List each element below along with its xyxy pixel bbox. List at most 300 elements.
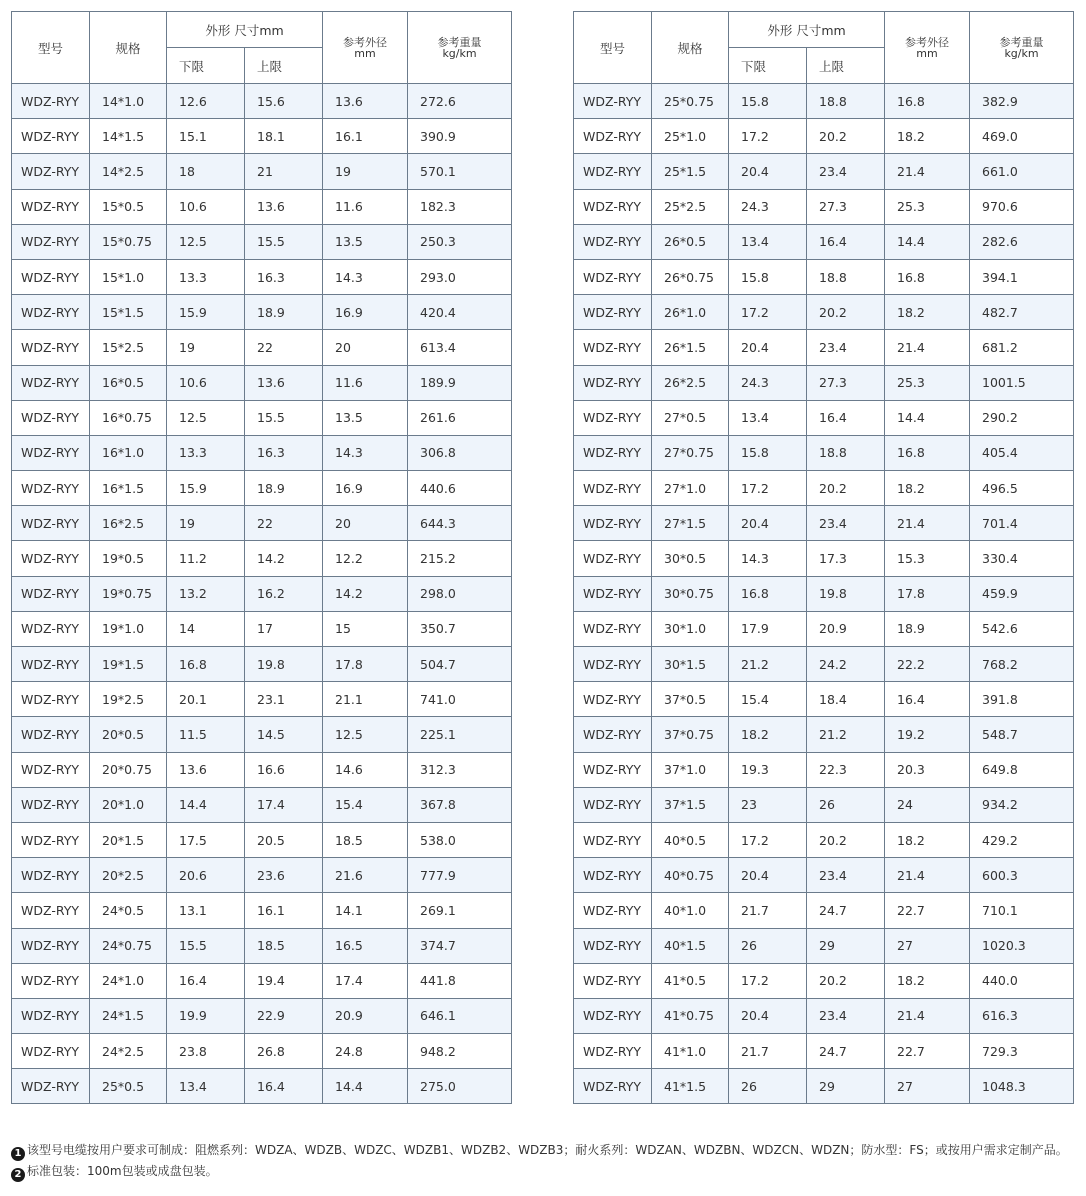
- cell-ref-weight: 350.7: [408, 611, 512, 646]
- table-row: [12, 119, 512, 154]
- table-row: [12, 1034, 512, 1069]
- cell-spec: 26*0.5: [652, 224, 729, 259]
- cell-ref-od: 11.6: [323, 365, 408, 400]
- cell-spec: 19*1.5: [90, 647, 167, 682]
- header-outer-dimension: 外形 尺寸mm: [729, 12, 885, 48]
- cell-model: WDZ-RYY: [12, 576, 90, 611]
- header-ref-od-unit: mm: [916, 46, 938, 60]
- cell-ref-weight: 600.3: [970, 858, 1074, 893]
- cell-spec: 27*1.0: [652, 471, 729, 506]
- cell-ref-weight: 298.0: [408, 576, 512, 611]
- cell-lower: 11.5: [167, 717, 245, 752]
- cell-spec: 41*0.75: [652, 998, 729, 1033]
- cell-lower: 17.2: [729, 471, 807, 506]
- cell-ref-weight: 741.0: [408, 682, 512, 717]
- cell-model: WDZ-RYY: [12, 1034, 90, 1069]
- cell-upper: 16.4: [807, 400, 885, 435]
- table-row: [12, 224, 512, 259]
- header-ref-weight-unit: kg/km: [442, 46, 477, 60]
- cell-lower: 15.9: [167, 471, 245, 506]
- cell-lower: 14.4: [167, 787, 245, 822]
- cell-ref-od: 16.1: [323, 119, 408, 154]
- cell-upper: 17.4: [245, 787, 323, 822]
- cell-lower: 16.8: [167, 647, 245, 682]
- cell-spec: 25*0.75: [652, 84, 729, 119]
- cell-model: WDZ-RYY: [574, 295, 652, 330]
- table-row: [574, 506, 1074, 541]
- cell-ref-weight: 538.0: [408, 822, 512, 857]
- table-row: [574, 1034, 1074, 1069]
- cell-spec: 25*2.5: [652, 189, 729, 224]
- cell-upper: 22: [245, 506, 323, 541]
- table-row: [12, 893, 512, 928]
- cell-ref-weight: 469.0: [970, 119, 1074, 154]
- table-row: [12, 963, 512, 998]
- table-row: [12, 998, 512, 1033]
- cell-model: WDZ-RYY: [12, 998, 90, 1033]
- cell-model: WDZ-RYY: [12, 787, 90, 822]
- table-row: [574, 330, 1074, 365]
- cell-model: WDZ-RYY: [574, 84, 652, 119]
- cell-model: WDZ-RYY: [574, 963, 652, 998]
- cell-ref-weight: 293.0: [408, 259, 512, 294]
- cell-model: WDZ-RYY: [12, 84, 90, 119]
- cell-lower: 14.3: [729, 541, 807, 576]
- cell-ref-weight: 613.4: [408, 330, 512, 365]
- cell-upper: 23.4: [807, 998, 885, 1033]
- table-row: [12, 295, 512, 330]
- cell-lower: 15.1: [167, 119, 245, 154]
- cell-upper: 23.4: [807, 506, 885, 541]
- cell-ref-od: 25.3: [885, 365, 970, 400]
- cell-model: WDZ-RYY: [12, 330, 90, 365]
- cell-ref-weight: 681.2: [970, 330, 1074, 365]
- table-row: [574, 822, 1074, 857]
- cell-model: WDZ-RYY: [12, 963, 90, 998]
- cell-lower: 17.2: [729, 963, 807, 998]
- table-row: [12, 365, 512, 400]
- cell-spec: 37*1.0: [652, 752, 729, 787]
- cell-model: WDZ-RYY: [12, 259, 90, 294]
- cell-spec: 16*0.5: [90, 365, 167, 400]
- cell-ref-od: 17.4: [323, 963, 408, 998]
- table-row: [12, 84, 512, 119]
- table-row: [574, 893, 1074, 928]
- cell-upper: 19.8: [245, 647, 323, 682]
- cell-model: WDZ-RYY: [12, 858, 90, 893]
- cell-ref-weight: 215.2: [408, 541, 512, 576]
- cell-spec: 15*2.5: [90, 330, 167, 365]
- cell-upper: 16.3: [245, 435, 323, 470]
- cell-upper: 27.3: [807, 189, 885, 224]
- cell-model: WDZ-RYY: [12, 506, 90, 541]
- cell-model: WDZ-RYY: [12, 717, 90, 752]
- cell-ref-weight: 250.3: [408, 224, 512, 259]
- cell-spec: 14*1.0: [90, 84, 167, 119]
- cell-ref-od: 11.6: [323, 189, 408, 224]
- cell-upper: 17: [245, 611, 323, 646]
- cell-lower: 20.1: [167, 682, 245, 717]
- cell-ref-weight: 548.7: [970, 717, 1074, 752]
- cell-model: WDZ-RYY: [574, 119, 652, 154]
- table-row: [12, 154, 512, 189]
- cell-lower: 23: [729, 787, 807, 822]
- cell-model: WDZ-RYY: [12, 822, 90, 857]
- cell-spec: 15*0.5: [90, 189, 167, 224]
- cell-model: WDZ-RYY: [574, 822, 652, 857]
- cell-ref-od: 21.4: [885, 154, 970, 189]
- cell-ref-weight: 661.0: [970, 154, 1074, 189]
- header-upper: 上限: [245, 48, 323, 84]
- cell-model: WDZ-RYY: [574, 435, 652, 470]
- cell-ref-od: 21.4: [885, 998, 970, 1033]
- cell-upper: 22: [245, 330, 323, 365]
- cell-model: WDZ-RYY: [12, 471, 90, 506]
- cell-upper: 18.4: [807, 682, 885, 717]
- cell-ref-od: 19.2: [885, 717, 970, 752]
- cell-upper: 16.4: [245, 1069, 323, 1104]
- cell-model: WDZ-RYY: [574, 471, 652, 506]
- cell-upper: 20.2: [807, 471, 885, 506]
- cell-ref-weight: 701.4: [970, 506, 1074, 541]
- cell-lower: 15.5: [167, 928, 245, 963]
- header-upper: 上限: [807, 48, 885, 84]
- header-outer-dimension: 外形 尺寸mm: [167, 12, 323, 48]
- cell-ref-od: 14.4: [885, 400, 970, 435]
- cell-ref-weight: 504.7: [408, 647, 512, 682]
- cell-ref-weight: 391.8: [970, 682, 1074, 717]
- cell-model: WDZ-RYY: [574, 611, 652, 646]
- cell-spec: 19*2.5: [90, 682, 167, 717]
- cell-spec: 30*0.5: [652, 541, 729, 576]
- cell-model: WDZ-RYY: [12, 189, 90, 224]
- cell-lower: 13.3: [167, 259, 245, 294]
- cell-lower: 10.6: [167, 189, 245, 224]
- cell-upper: 26: [807, 787, 885, 822]
- cell-ref-weight: 934.2: [970, 787, 1074, 822]
- table-row: [12, 471, 512, 506]
- table-row: [574, 858, 1074, 893]
- cell-lower: 17.2: [729, 822, 807, 857]
- cell-lower: 11.2: [167, 541, 245, 576]
- cell-ref-weight: 710.1: [970, 893, 1074, 928]
- cell-ref-weight: 616.3: [970, 998, 1074, 1033]
- cell-upper: 16.3: [245, 259, 323, 294]
- cell-ref-od: 15: [323, 611, 408, 646]
- cell-ref-od: 14.3: [323, 435, 408, 470]
- cell-spec: 14*1.5: [90, 119, 167, 154]
- cell-ref-weight: 290.2: [970, 400, 1074, 435]
- cell-upper: 24.2: [807, 647, 885, 682]
- cell-ref-weight: 390.9: [408, 119, 512, 154]
- cell-ref-od: 20.9: [323, 998, 408, 1033]
- cell-lower: 13.2: [167, 576, 245, 611]
- cell-upper: 18.8: [807, 259, 885, 294]
- cell-ref-weight: 182.3: [408, 189, 512, 224]
- cell-ref-od: 14.3: [323, 259, 408, 294]
- table-row: [574, 541, 1074, 576]
- cell-ref-weight: 570.1: [408, 154, 512, 189]
- header-model: 型号: [12, 12, 90, 84]
- cell-upper: 21.2: [807, 717, 885, 752]
- cell-model: WDZ-RYY: [12, 682, 90, 717]
- cell-lower: 14: [167, 611, 245, 646]
- cell-upper: 29: [807, 1069, 885, 1104]
- cell-model: WDZ-RYY: [574, 858, 652, 893]
- cell-upper: 24.7: [807, 1034, 885, 1069]
- table-row: [574, 647, 1074, 682]
- cell-lower: 19: [167, 506, 245, 541]
- cell-ref-od: 16.9: [323, 471, 408, 506]
- cell-spec: 37*0.5: [652, 682, 729, 717]
- cell-spec: 27*0.75: [652, 435, 729, 470]
- cell-spec: 41*1.5: [652, 1069, 729, 1104]
- cell-lower: 23.8: [167, 1034, 245, 1069]
- cell-spec: 24*2.5: [90, 1034, 167, 1069]
- cell-ref-od: 18.2: [885, 963, 970, 998]
- cell-upper: 18.5: [245, 928, 323, 963]
- cell-model: WDZ-RYY: [574, 224, 652, 259]
- cell-lower: 21.2: [729, 647, 807, 682]
- cell-spec: 20*0.5: [90, 717, 167, 752]
- cell-model: WDZ-RYY: [12, 928, 90, 963]
- cell-ref-od: 15.4: [323, 787, 408, 822]
- table-body: [12, 84, 512, 1104]
- cell-upper: 26.8: [245, 1034, 323, 1069]
- cell-model: WDZ-RYY: [574, 576, 652, 611]
- cell-ref-od: 18.9: [885, 611, 970, 646]
- cell-spec: 41*1.0: [652, 1034, 729, 1069]
- cell-model: WDZ-RYY: [574, 893, 652, 928]
- table-row: [12, 611, 512, 646]
- cell-ref-od: 20: [323, 506, 408, 541]
- cell-ref-od: 18.2: [885, 822, 970, 857]
- cell-lower: 13.6: [167, 752, 245, 787]
- cell-ref-weight: 282.6: [970, 224, 1074, 259]
- cell-ref-od: 27: [885, 1069, 970, 1104]
- cell-lower: 16.4: [167, 963, 245, 998]
- cell-ref-weight: 394.1: [970, 259, 1074, 294]
- cell-upper: 22.9: [245, 998, 323, 1033]
- cell-upper: 18.8: [807, 84, 885, 119]
- cell-spec: 20*2.5: [90, 858, 167, 893]
- spec-table-left: [11, 11, 512, 1104]
- cell-model: WDZ-RYY: [574, 400, 652, 435]
- cell-ref-od: 21.4: [885, 506, 970, 541]
- cell-spec: 16*1.0: [90, 435, 167, 470]
- cell-ref-weight: 312.3: [408, 752, 512, 787]
- cell-spec: 19*0.5: [90, 541, 167, 576]
- cell-ref-weight: 261.6: [408, 400, 512, 435]
- cell-ref-od: 14.6: [323, 752, 408, 787]
- cell-upper: 20.2: [807, 295, 885, 330]
- cell-model: WDZ-RYY: [12, 365, 90, 400]
- cell-ref-weight: 644.3: [408, 506, 512, 541]
- table-row: [574, 787, 1074, 822]
- cell-ref-weight: 482.7: [970, 295, 1074, 330]
- table-row: [574, 928, 1074, 963]
- header-lower: 下限: [167, 48, 245, 84]
- cell-spec: 26*2.5: [652, 365, 729, 400]
- cell-upper: 18.9: [245, 471, 323, 506]
- cell-lower: 13.4: [167, 1069, 245, 1104]
- cell-lower: 20.6: [167, 858, 245, 893]
- cell-spec: 24*1.0: [90, 963, 167, 998]
- cell-spec: 30*1.5: [652, 647, 729, 682]
- cell-upper: 20.2: [807, 963, 885, 998]
- cell-ref-od: 13.5: [323, 224, 408, 259]
- cell-lower: 21.7: [729, 1034, 807, 1069]
- header-ref-od-label: 参考外径: [905, 35, 950, 49]
- table-row: [574, 295, 1074, 330]
- cell-upper: 19.4: [245, 963, 323, 998]
- table-row: [574, 400, 1074, 435]
- table-row: [12, 189, 512, 224]
- cell-ref-od: 16.8: [885, 259, 970, 294]
- cell-model: WDZ-RYY: [574, 541, 652, 576]
- cell-ref-od: 13.6: [323, 84, 408, 119]
- table-row: [12, 822, 512, 857]
- cell-spec: 37*0.75: [652, 717, 729, 752]
- cell-lower: 16.8: [729, 576, 807, 611]
- cell-ref-od: 16.9: [323, 295, 408, 330]
- cell-model: WDZ-RYY: [574, 506, 652, 541]
- cell-model: WDZ-RYY: [12, 752, 90, 787]
- table-row: [574, 259, 1074, 294]
- cell-lower: 12.6: [167, 84, 245, 119]
- cell-ref-od: 25.3: [885, 189, 970, 224]
- cell-ref-od: 20: [323, 330, 408, 365]
- cell-spec: 27*1.5: [652, 506, 729, 541]
- cell-upper: 23.4: [807, 858, 885, 893]
- footnote-marker: 1: [11, 1147, 25, 1161]
- cell-spec: 40*0.75: [652, 858, 729, 893]
- footnote-marker: 2: [11, 1168, 25, 1182]
- cell-model: WDZ-RYY: [574, 998, 652, 1033]
- cell-ref-od: 22.2: [885, 647, 970, 682]
- cell-ref-od: 24.8: [323, 1034, 408, 1069]
- cell-lower: 26: [729, 928, 807, 963]
- cell-lower: 24.3: [729, 189, 807, 224]
- table-row: [12, 928, 512, 963]
- cell-ref-weight: 542.6: [970, 611, 1074, 646]
- header-ref-od: [885, 12, 970, 84]
- header-ref-od-label: 参考外径: [343, 35, 388, 49]
- cell-ref-od: 17.8: [323, 647, 408, 682]
- cell-lower: 15.8: [729, 435, 807, 470]
- cell-upper: 16.2: [245, 576, 323, 611]
- cell-ref-od: 22.7: [885, 893, 970, 928]
- header-ref-weight: [408, 12, 512, 84]
- cell-ref-weight: 1001.5: [970, 365, 1074, 400]
- table-row: [12, 752, 512, 787]
- cell-ref-weight: 777.9: [408, 858, 512, 893]
- cell-ref-od: 27: [885, 928, 970, 963]
- cell-upper: 14.2: [245, 541, 323, 576]
- cell-ref-weight: 441.8: [408, 963, 512, 998]
- cell-model: WDZ-RYY: [12, 541, 90, 576]
- cell-ref-weight: 306.8: [408, 435, 512, 470]
- cell-model: WDZ-RYY: [12, 400, 90, 435]
- footnotes: [11, 1140, 1068, 1182]
- cell-lower: 12.5: [167, 224, 245, 259]
- cell-upper: 20.2: [807, 822, 885, 857]
- cell-lower: 20.4: [729, 998, 807, 1033]
- table-row: [574, 682, 1074, 717]
- cell-lower: 18.2: [729, 717, 807, 752]
- footnote-1: [11, 1140, 1068, 1161]
- cell-ref-od: 16.4: [885, 682, 970, 717]
- cell-ref-weight: 269.1: [408, 893, 512, 928]
- cell-model: WDZ-RYY: [574, 189, 652, 224]
- cell-ref-od: 21.4: [885, 858, 970, 893]
- cell-ref-od: 16.5: [323, 928, 408, 963]
- cell-ref-weight: 1020.3: [970, 928, 1074, 963]
- cell-spec: 24*0.5: [90, 893, 167, 928]
- cell-ref-od: 18.2: [885, 471, 970, 506]
- cell-lower: 20.4: [729, 330, 807, 365]
- cell-ref-weight: 405.4: [970, 435, 1074, 470]
- cell-spec: 15*1.0: [90, 259, 167, 294]
- cell-ref-od: 18.2: [885, 119, 970, 154]
- table-row: [12, 259, 512, 294]
- cell-upper: 19.8: [807, 576, 885, 611]
- table-row: [574, 576, 1074, 611]
- cell-ref-weight: 429.2: [970, 822, 1074, 857]
- cell-ref-od: 17.8: [885, 576, 970, 611]
- cell-lower: 17.9: [729, 611, 807, 646]
- cell-spec: 16*1.5: [90, 471, 167, 506]
- cell-upper: 14.5: [245, 717, 323, 752]
- table-row: [574, 119, 1074, 154]
- cell-ref-weight: 440.6: [408, 471, 512, 506]
- cell-ref-od: 20.3: [885, 752, 970, 787]
- table-row: [12, 682, 512, 717]
- cell-lower: 17.2: [729, 119, 807, 154]
- cell-spec: 14*2.5: [90, 154, 167, 189]
- table-row: [574, 154, 1074, 189]
- cell-upper: 13.6: [245, 189, 323, 224]
- cell-ref-od: 12.2: [323, 541, 408, 576]
- cell-model: WDZ-RYY: [574, 1069, 652, 1104]
- cell-lower: 19: [167, 330, 245, 365]
- cell-ref-weight: 1048.3: [970, 1069, 1074, 1104]
- cell-upper: 20.2: [807, 119, 885, 154]
- cell-ref-od: 13.5: [323, 400, 408, 435]
- footnote-2: [11, 1161, 1068, 1182]
- cell-upper: 13.6: [245, 365, 323, 400]
- cell-spec: 15*1.5: [90, 295, 167, 330]
- header-spec: 规格: [90, 12, 167, 84]
- table-row: [574, 611, 1074, 646]
- cell-upper: 16.6: [245, 752, 323, 787]
- cell-model: WDZ-RYY: [574, 259, 652, 294]
- cell-spec: 40*1.5: [652, 928, 729, 963]
- table-row: [574, 1069, 1074, 1104]
- header-ref-od: [323, 12, 408, 84]
- cell-ref-weight: 330.4: [970, 541, 1074, 576]
- cell-upper: 23.6: [245, 858, 323, 893]
- cell-ref-od: 21.1: [323, 682, 408, 717]
- table-row: [574, 189, 1074, 224]
- cell-ref-od: 19: [323, 154, 408, 189]
- cell-spec: 40*0.5: [652, 822, 729, 857]
- cell-lower: 20.4: [729, 506, 807, 541]
- header-ref-od-unit: mm: [354, 46, 376, 60]
- cell-ref-od: 14.4: [323, 1069, 408, 1104]
- footnote-text: 标准包装：100m包装或成盘包装。: [27, 1164, 218, 1178]
- cell-lower: 13.3: [167, 435, 245, 470]
